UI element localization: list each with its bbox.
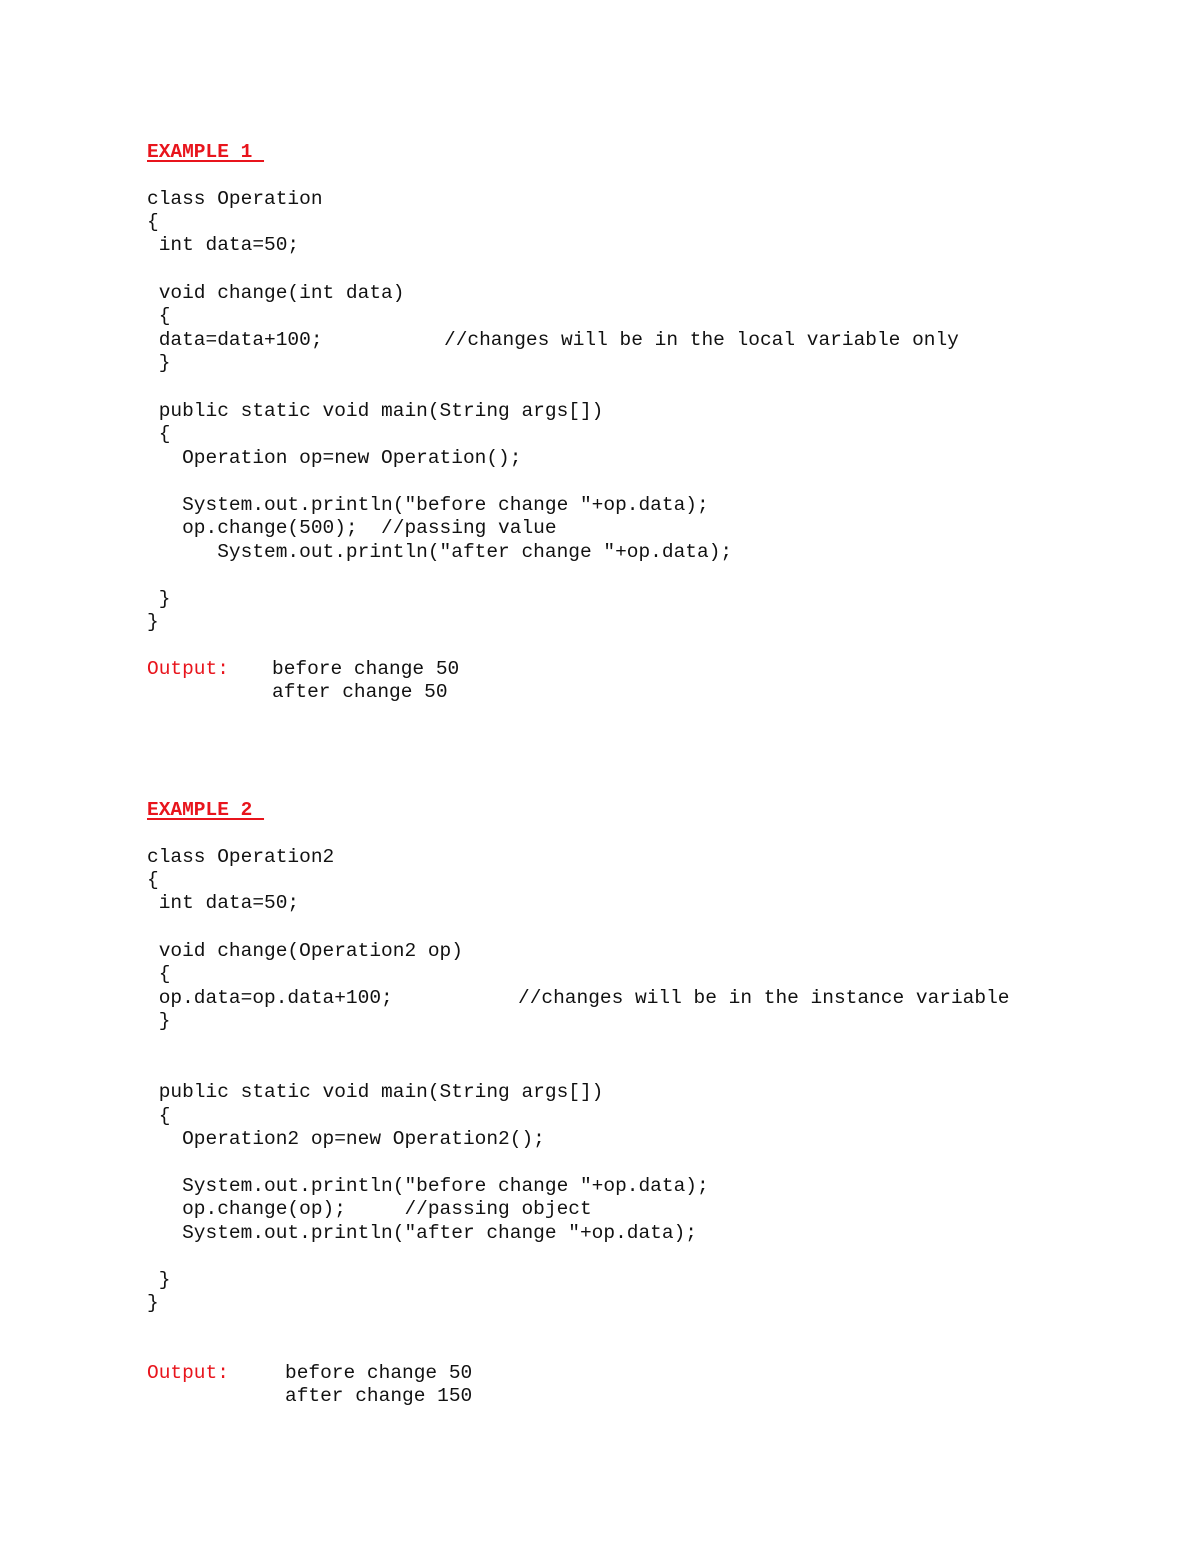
code-line: System.out.println("after change "+op.data);	[147, 541, 733, 563]
code-line: }	[147, 1292, 159, 1314]
code-line: public static void main(String args[])	[147, 1081, 604, 1103]
output-line: after change 50	[272, 681, 448, 703]
code-comment: //changes will be in the instance variable	[518, 987, 1010, 1009]
code-line: }	[147, 1010, 171, 1032]
code-line: void change(Operation2 op)	[147, 940, 463, 962]
code-line: op.change(op); //passing object	[147, 1198, 592, 1220]
output-line: before change 50	[285, 1362, 473, 1384]
code-line: System.out.println("after change "+op.data);	[147, 1222, 697, 1244]
code-line: void change(int data)	[147, 282, 405, 304]
code-line: System.out.println("before change "+op.data);	[147, 494, 709, 516]
code-line: data=data+100;	[147, 329, 323, 351]
output-line: before change 50	[272, 658, 460, 680]
code-line: Operation2 op=new Operation2();	[147, 1128, 545, 1150]
code-line: public static void main(String args[])	[147, 400, 604, 422]
code-line: {	[147, 963, 171, 985]
code-line: {	[147, 211, 159, 233]
code-line: {	[147, 869, 159, 891]
code-line: class Operation	[147, 188, 323, 210]
output-label: Output:	[147, 658, 229, 680]
code-comment: //changes will be in the local variable only	[444, 329, 959, 351]
code-line: }	[147, 1269, 171, 1291]
code-line: int data=50;	[147, 234, 300, 256]
code-line: }	[147, 352, 171, 374]
code-line: class Operation2	[147, 846, 335, 868]
code-line: {	[147, 1105, 171, 1127]
code-line: }	[147, 588, 171, 610]
code-line: op.data=op.data+100;	[147, 987, 393, 1009]
code-line: }	[147, 611, 159, 633]
code-line: System.out.println("before change "+op.data);	[147, 1175, 709, 1197]
output-line: after change 150	[285, 1385, 473, 1407]
code-line: {	[147, 423, 171, 445]
code-line: int data=50;	[147, 892, 300, 914]
example-1-heading: EXAMPLE 1	[147, 141, 265, 163]
code-line: {	[147, 305, 171, 327]
code-line: Operation op=new Operation();	[147, 447, 522, 469]
output-label: Output:	[147, 1362, 229, 1384]
example-2-heading: EXAMPLE 2	[147, 799, 265, 821]
code-line: op.change(500); //passing value	[147, 517, 557, 539]
